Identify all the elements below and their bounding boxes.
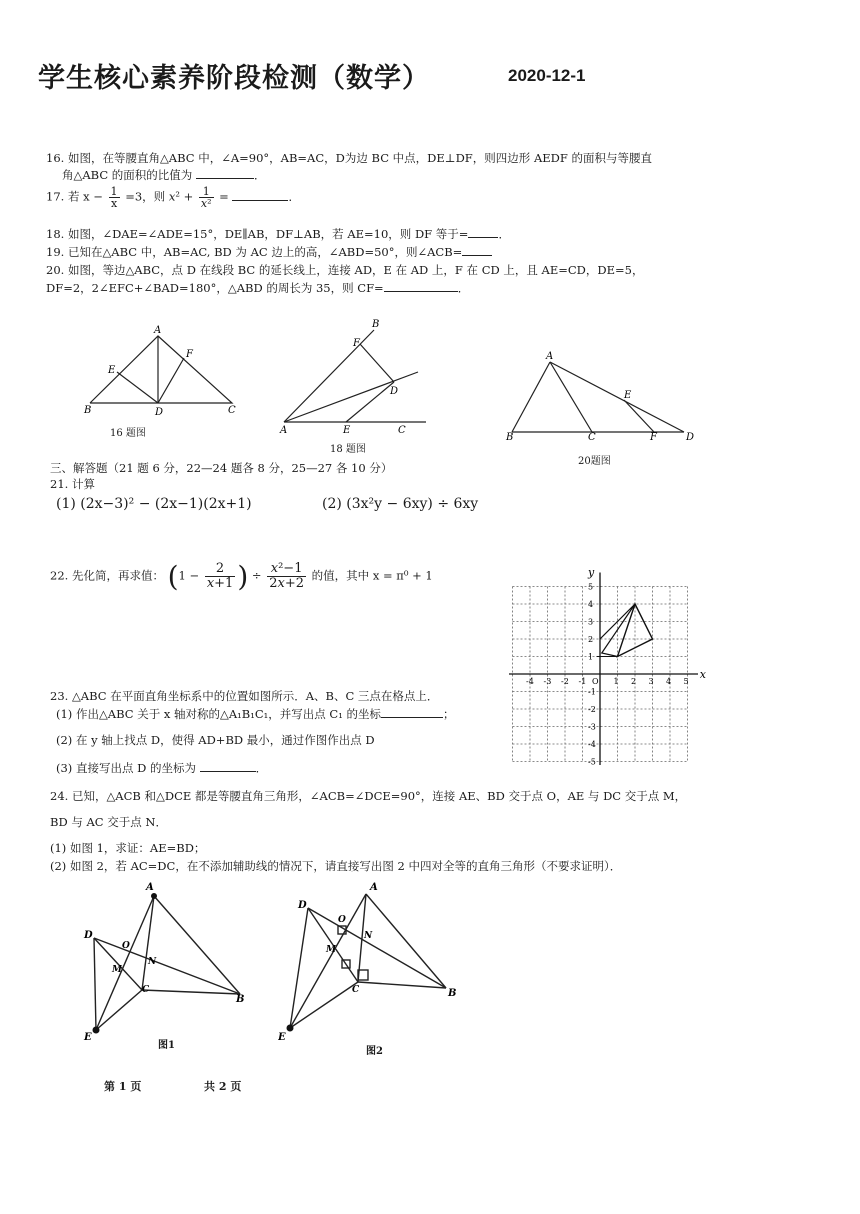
footer-total: 共 2 页: [204, 1080, 242, 1093]
figure-16: [80, 320, 250, 420]
question-24-part2: (2) 如图 2，若 AC=DC，在不添加辅助线的情况下，请直接写出图 2 中四对全等的直角三角形（不要求证明）．: [50, 859, 622, 873]
x-axis-label: x: [699, 668, 706, 681]
question-20-line1: 20. 如图，等边△ABC，点 D 在线段 BC 的延长线上，连接 AD，E 在 AD 上，F 在 CD 上，且 AE=CD，DE=5，: [46, 263, 644, 277]
svg-text:F: F: [650, 432, 657, 440]
figure-24-2: [278, 880, 478, 1050]
svg-text:N: N: [364, 931, 373, 941]
svg-text:D: D: [390, 386, 399, 397]
svg-text:C: C: [398, 425, 406, 436]
question-22: 22. 先化简，再求值： (1 − $\frac{2}{x+1}$ ) ÷ $\frac{\text{x²−1}}{2x+2}$ 的值，其中 x = π⁰ + 1: [50, 560, 433, 593]
svg-text:B: B: [84, 405, 92, 416]
question-24-line1: 24. 已知，△ACB 和△DCE 都是等腰直角三角形，∠ACB=∠DCE=90°，连接 AE、BD 交于点 O，AE 与 DC 交于点 M，: [50, 789, 687, 803]
y-tick-label: 3: [588, 617, 594, 627]
question-18: 18. 如图，∠DAE=∠ADE=15°，DE∥AB，DF⊥AB，若 AE=10，则 DF 等于= ．: [46, 227, 510, 241]
svg-text:F: F: [353, 338, 360, 349]
x-tick-label: 2: [631, 677, 637, 686]
question-23-part3: (3) 直接写出点 D 的坐标为 ．: [56, 761, 268, 775]
coordinate-grid: [508, 566, 714, 776]
y-tick-label: -3: [588, 722, 596, 732]
question-21-part2: (2) (3x²y − 6xy) ÷ 6xy: [322, 496, 479, 512]
x-tick-label: 5: [683, 677, 689, 686]
svg-text:B: B: [448, 988, 457, 999]
svg-text:M: M: [112, 965, 122, 975]
svg-text:B: B: [372, 319, 380, 330]
svg-text:O: O: [338, 915, 346, 925]
figure-20: [500, 348, 700, 440]
x-tick-label: -2: [561, 677, 569, 686]
question-20-line2: DF=2，2∠EFC+∠BAD=180°，△ABD 的周长为 35，则 CF= ．: [46, 281, 470, 295]
svg-text:C: C: [142, 985, 150, 995]
footer-page: 第 1 页: [104, 1080, 142, 1093]
question-21-part1: (1) (2x−3)² − (2x−1)(2x+1): [56, 496, 252, 512]
question-24-line2: BD 与 AC 交于点 N．: [50, 815, 167, 829]
svg-text:B: B: [236, 994, 245, 1005]
question-16-line2: 角△ABC 的面积的比值为 ．: [62, 168, 266, 182]
svg-text:C: C: [352, 985, 360, 995]
svg-text:A: A: [370, 882, 378, 893]
question-19: 19. 已知在△ABC 中，AB=AC, BD 为 AC 边上的高，∠ABD=50°，则∠ACB=: [46, 244, 492, 260]
x-tick-label: 4: [666, 677, 672, 686]
y-tick-label: 2: [588, 635, 594, 644]
figure-18: [276, 316, 436, 436]
question-24-part1: (1) 如图 1，求证：AE=BD；: [50, 841, 206, 855]
svg-text:E: E: [278, 1032, 286, 1043]
y-axis-label: y: [588, 566, 595, 579]
svg-text:F: F: [186, 349, 193, 360]
svg-text:D: D: [84, 930, 93, 941]
svg-text:O: O: [122, 941, 130, 951]
svg-text:C: C: [588, 432, 596, 440]
question-21-label: 21. 计算: [50, 477, 95, 491]
y-tick-label: -4: [588, 740, 596, 749]
question-23-stem: 23. △ABC 在平面直角坐标系中的位置如图所示．A、B、C 三点在格点上．: [50, 689, 439, 703]
y-tick-label: 4: [588, 600, 594, 609]
y-tick-label: -2: [588, 705, 596, 714]
x-tick-label: 3: [648, 677, 654, 686]
svg-text:E: E: [624, 390, 632, 401]
figure-24-1-caption: 图1: [158, 1040, 175, 1051]
question-16-line1: 16. 如图，在等腰直角△ABC 中，∠A=90°，AB=AC，D为边 BC 中点，DE⊥DF，则四边形 AEDF 的面积与等腰直: [46, 151, 652, 165]
svg-text:E: E: [108, 365, 116, 376]
svg-text:B: B: [506, 432, 514, 440]
svg-text:D: D: [155, 407, 164, 418]
svg-text:C: C: [228, 405, 236, 416]
page-title: 学生核心素养阶段检测（数学）: [38, 63, 430, 94]
y-tick-label: -1: [588, 687, 596, 697]
svg-text:A: A: [546, 351, 554, 362]
question-17: 17. 若 x − $\frac{1}{x}$ =3，则 x² + $\frac{1}{\text{x²}}$ = ．: [46, 185, 300, 210]
x-tick-label: -4: [526, 677, 534, 686]
figure-18-caption: 18 题图: [330, 444, 366, 455]
origin-label: O: [592, 677, 599, 686]
exam-date: 2020-12-1: [508, 66, 586, 85]
x-tick-label: -1: [578, 677, 587, 686]
question-23-part2: (2) 在 y 轴上找点 D，使得 AD+BD 最小，通过作图作出点 D: [56, 733, 375, 747]
y-tick-label: -5: [588, 757, 596, 767]
svg-text:D: D: [298, 900, 307, 911]
svg-text:D: D: [686, 432, 695, 440]
section-3-heading: 三、解答题（21 题 6 分，22—24 题各 8 分，25—27 各 10 分）: [50, 461, 393, 475]
x-tick-label: 1: [613, 677, 619, 686]
svg-text:E: E: [84, 1032, 92, 1043]
svg-text:A: A: [280, 425, 288, 436]
question-23-part1: (1) 作出△ABC 关于 x 轴对称的△A₁B₁C₁，并写出点 C₁ 的坐标 ；: [56, 707, 455, 721]
y-tick-label: 5: [588, 582, 594, 592]
figure-16-caption: 16 题图: [110, 428, 146, 439]
x-tick-label: -3: [543, 677, 552, 686]
svg-text:N: N: [148, 957, 157, 967]
svg-text:A: A: [146, 882, 154, 893]
y-tick-label: 1: [588, 652, 594, 662]
figure-24-1: [76, 880, 256, 1050]
svg-text:M: M: [326, 945, 336, 955]
figure-24-2-caption: 图2: [366, 1046, 383, 1057]
figure-20-caption: 20题图: [578, 456, 611, 467]
svg-text:E: E: [343, 425, 351, 436]
svg-text:A: A: [154, 325, 162, 336]
